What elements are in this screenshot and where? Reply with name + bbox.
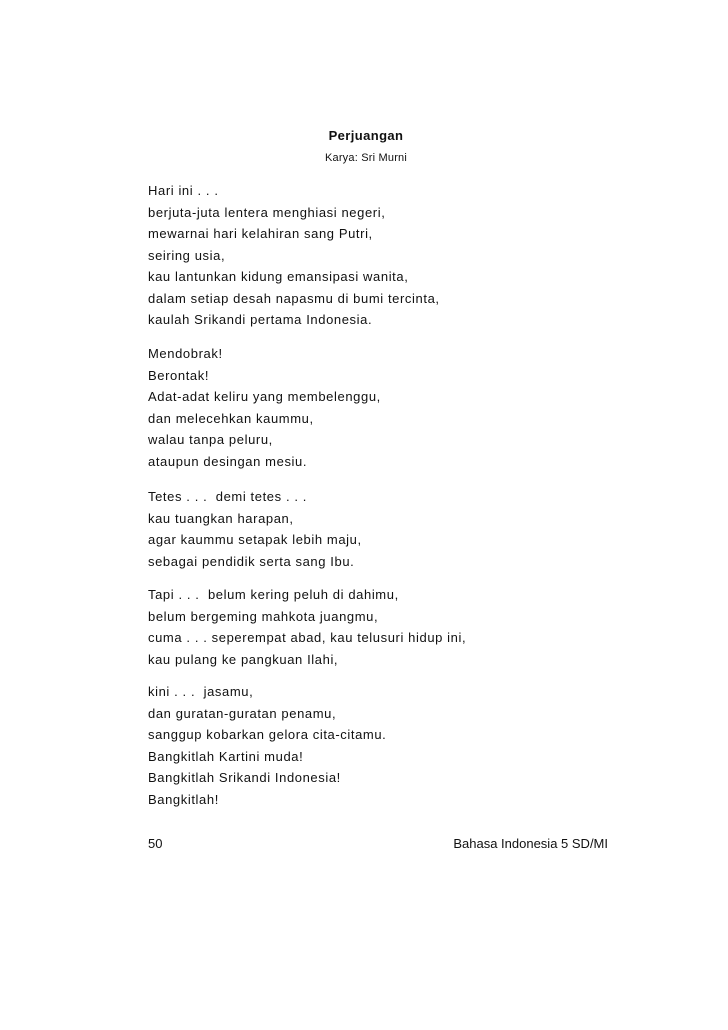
book-title: Bahasa Indonesia 5 SD/MI	[453, 836, 608, 851]
poem-line: walau tanpa peluru,	[148, 432, 273, 447]
poem-line: Bangkitlah Kartini muda!	[148, 748, 304, 764]
poem-line: kau lantunkan kidung emansipasi wanita,	[148, 269, 409, 284]
poem-line: dan melecehkan kaummu,	[148, 410, 314, 426]
poem-line: Berontak!	[148, 367, 210, 383]
poem-line: Hari ini . . .	[148, 183, 219, 198]
poem-line: Bangkitlah!	[148, 791, 219, 807]
page-number: 50	[148, 836, 163, 851]
poem-line: kaulah Srikandi pertama Indonesia.	[148, 312, 373, 327]
poem-line: kau pulang ke pangkuan Ilahi,	[148, 651, 339, 667]
poem-line: kau tuangkan harapan,	[148, 510, 294, 526]
stanza-2	[148, 343, 618, 472]
stanza-3	[148, 486, 618, 572]
stanza-4	[148, 584, 618, 670]
poem-line: sanggup kobarkan gelora cita-citamu.	[148, 727, 387, 742]
poem-line: ataupun desingan mesiu.	[148, 453, 308, 469]
poem-line: Mendobrak!	[148, 346, 223, 361]
poem-line: Tapi . . . belum kering peluh di dahimu,	[148, 587, 399, 602]
poem-line: dalam setiap desah napasmu di bumi tercinta,	[148, 290, 440, 306]
poem-line: berjuta-juta lentera menghiasi negeri,	[148, 204, 386, 220]
poem-title: Perjuangan	[328, 128, 404, 143]
poem-line: Bangkitlah Srikandi Indonesia!	[148, 770, 341, 785]
poem-line: sebagai pendidik serta sang Ibu.	[148, 553, 355, 569]
stanza-5	[148, 681, 618, 810]
stanza-1	[148, 180, 618, 331]
poem-line: mewarnai hari kelahiran sang Putri,	[148, 226, 373, 241]
poem-author: Karya: Sri Murni	[324, 152, 408, 164]
poem-line: dan guratan-guratan penamu,	[148, 705, 337, 721]
poem-line: kini . . . jasamu,	[148, 684, 254, 699]
poem-line: seiring usia,	[148, 247, 226, 263]
poem-line: agar kaummu setapak lebih maju,	[148, 532, 362, 547]
poem-line: Tetes . . . demi tetes . . .	[148, 489, 308, 504]
poem-line: belum bergeming mahkota juangmu,	[148, 608, 379, 624]
poem-line: cuma . . . seperempat abad, kau telusuri hidup ini,	[148, 630, 467, 645]
poem-line: Adat-adat keliru yang membelenggu,	[148, 389, 381, 404]
